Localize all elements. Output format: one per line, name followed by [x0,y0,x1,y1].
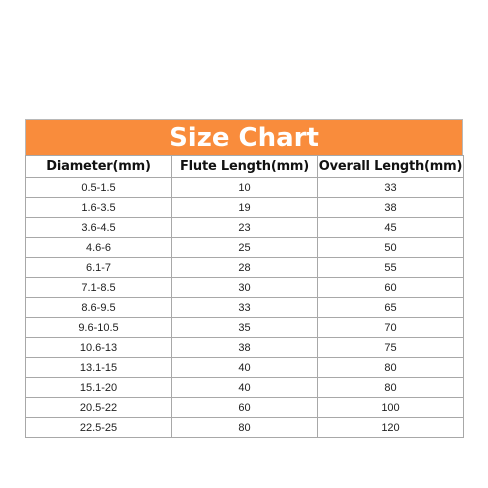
flute-length-cell: 35 [172,318,318,338]
table-row [26,398,464,418]
overall-length-cell: 33 [318,178,464,198]
flute-length-cell: 60 [172,398,318,418]
overall-length-cell: 100 [318,398,464,418]
diameter-cell: 3.6-4.5 [26,218,172,238]
overall-length-cell: 120 [318,418,464,438]
overall-length-cell: 38 [318,198,464,218]
table-row [26,258,464,278]
flute-length-cell: 80 [172,418,318,438]
header-flute-length: Flute Length(mm) [172,156,318,178]
chart-title: Size Chart [25,119,463,155]
table-row [26,198,464,218]
flute-length-cell: 28 [172,258,318,278]
diameter-cell: 13.1-15 [26,358,172,378]
diameter-cell: 8.6-9.5 [26,298,172,318]
overall-length-cell: 55 [318,258,464,278]
diameter-cell: 20.5-22 [26,398,172,418]
flute-length-cell: 10 [172,178,318,198]
table-row [26,218,464,238]
table-row [26,298,464,318]
size-table [25,155,464,438]
header-diameter: Diameter(mm) [26,156,172,178]
flute-length-cell: 30 [172,278,318,298]
diameter-cell: 7.1-8.5 [26,278,172,298]
table-row [26,378,464,398]
diameter-cell: 0.5-1.5 [26,178,172,198]
overall-length-cell: 50 [318,238,464,258]
diameter-cell: 1.6-3.5 [26,198,172,218]
overall-length-cell: 80 [318,378,464,398]
table-row [26,178,464,198]
flute-length-cell: 40 [172,378,318,398]
diameter-cell: 6.1-7 [26,258,172,278]
overall-length-cell: 45 [318,218,464,238]
flute-length-cell: 38 [172,338,318,358]
table-row [26,318,464,338]
overall-length-cell: 60 [318,278,464,298]
header-row [26,156,464,178]
diameter-cell: 4.6-6 [26,238,172,258]
diameter-cell: 10.6-13 [26,338,172,358]
size-chart [25,119,463,438]
flute-length-cell: 23 [172,218,318,238]
flute-length-cell: 33 [172,298,318,318]
diameter-cell: 15.1-20 [26,378,172,398]
flute-length-cell: 40 [172,358,318,378]
table-row [26,278,464,298]
diameter-cell: 22.5-25 [26,418,172,438]
overall-length-cell: 70 [318,318,464,338]
header-overall-length: Overall Length(mm) [318,156,464,178]
table-row [26,338,464,358]
overall-length-cell: 75 [318,338,464,358]
overall-length-cell: 80 [318,358,464,378]
table-row [26,238,464,258]
table-row [26,418,464,438]
diameter-cell: 9.6-10.5 [26,318,172,338]
flute-length-cell: 25 [172,238,318,258]
flute-length-cell: 19 [172,198,318,218]
table-row [26,358,464,378]
overall-length-cell: 65 [318,298,464,318]
